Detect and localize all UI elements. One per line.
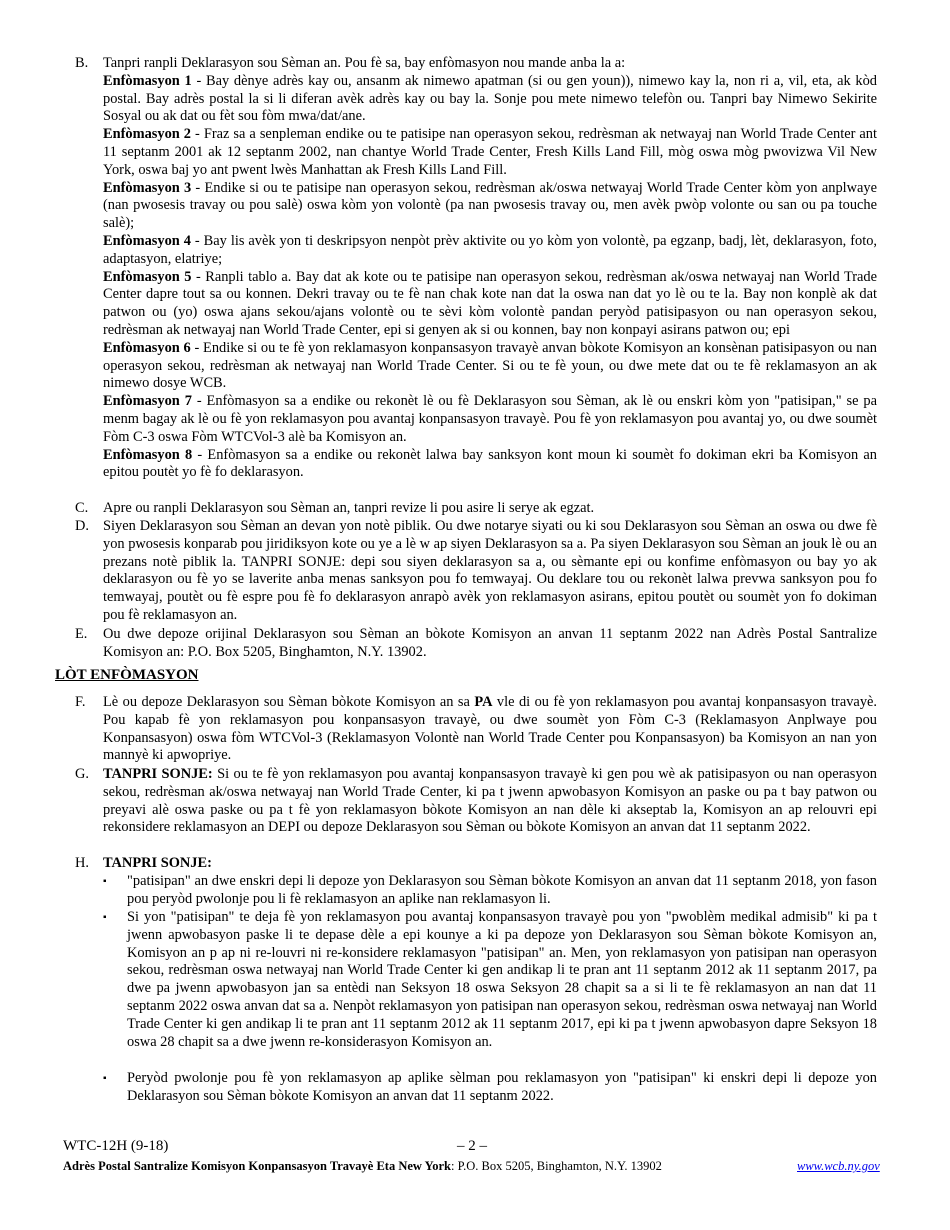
item-letter-d: D. [75, 518, 89, 534]
info-4-text: - Bay lis avèk yon ti deskripsyon nenpòt prèv aktivite ou yo kòm yon volontè, pa egzanp, badj, lèt, deklarasyon, foto, adaptasyon, elatriye; [103, 232, 877, 267]
info-1 [103, 73, 877, 126]
bullet-text-1: "patisipan" an dwe enskri depi li depoze yon Deklarasyon sou Sèman bòkote Komisyon an anvan dat 11 septanm 2018, yon fason pou peryòd pwolonje pou li fè reklamasyon an aplike nan reklamasyon li. [127, 873, 877, 907]
item-f-pre: Lè ou depoze Deklarasyon sou Sèman bòkote Komisyon an sa [103, 694, 475, 710]
info-6-label: Enfòmasyon 6 [103, 339, 191, 356]
bullet-icon: ▪ [103, 912, 107, 923]
info-1-label: Enfòmasyon 1 [103, 72, 192, 89]
item-f-bold: PA [474, 694, 493, 710]
info-3 [103, 180, 877, 233]
info-6 [103, 340, 877, 393]
info-8 [103, 447, 877, 483]
item-letter-c: C. [75, 500, 89, 516]
info-4 [103, 233, 877, 269]
info-5-text: - Ranpli tablo a. Bay dat ak kote ou te patisipe nan operasyon sekou, redrèsman ak/oswa netwayaj nan World Trade Center dapre tout sa ou konnen. Dekri travay ou te fè nan chak kote nan dat la oswa nan dat yo lè ou te la. Bay non konplè ak dat patwon ou (yo) oswa ajans sekou/ajans volontè ou te sèvi kòm volontè pandan peryòd patisipasyon ou nan operasyon sekou, redrèsman ak netwayaj nan World Trade Center, epi si genyen ak si ou konnen, bay non konpayi asirans patwon ou; epi [103, 268, 877, 338]
item-h-bold: TANPRI SONJE: [103, 855, 212, 871]
info-2 [103, 126, 877, 179]
bullet-icon: ▪ [103, 876, 107, 887]
item-letter-f: F. [75, 694, 86, 710]
section-heading-other-info: LÒT ENFÒMASYON [55, 667, 199, 683]
item-f [103, 694, 877, 765]
info-7 [103, 393, 877, 446]
item-g-bold: TANPRI SONJE: [103, 766, 213, 782]
info-1-text: - Bay dènye adrès kay ou, ansanm ak nimewo apatman (si ou gen youn)), nimewo kay la, non ri a, vil, eta, ak kòd postal. Bay adrès postal la si li diferan avèk adrès kay ou bay la. Sonje pou mete nimewo telefòn ou. Tanpri bay Nimewo Sekirite Sosyal ou ak dat ou fèt sou fòm mwa/dat/ane. [103, 72, 878, 125]
form-id: WTC-12H (9-18) [63, 1138, 169, 1154]
bullet-icon: ▪ [103, 1073, 107, 1084]
item-letter-e: E. [75, 626, 88, 642]
info-6-text: - Endike si ou te fè yon reklamasyon konpansasyon travayè anvan bòkote Komisyon an konsènan patisipasyon ou nan operasyon sekou, redrèsman ak netwayaj nan World Trade Center. Si ou te fè youn, ou dwe mete dat ou te fè reklamasyon an ak nimewo dosye WCB. [103, 339, 878, 392]
footer-address-bold: Adrès Postal Santralize Komisyon Konpansasyon Travayè Eta New York [63, 1159, 451, 1173]
info-3-text: - Endike si ou te patisipe nan operasyon sekou, redrèsman ak/oswa netwayaj World Trade Center kòm yon anplwaye (nan pwosesis travay ou pou salè) oswa kòm yon volontè (pa nan pwosesis travay ou, men avèk pwòp volonte ou san ou pa touche salè); [103, 179, 878, 232]
item-letter-g: G. [75, 766, 89, 782]
item-d: Siyen Deklarasyon sou Sèman an devan yon notè piblik. Ou dwe notarye siyati ou ki sou Deklarasyon sou Sèman an oswa ou dwe fè yon pwosesis konparab pou jiridiksyon kote ou ye a lè w ap siyen Deklarasyon sa a. Pa siyen Deklarasyon sou Sèman an jouk lè ou an prezans notè piblik la. TANPRI SONJE: depi sou siyen deklarasyon sa a, ou sèmante epi ou konfime enfòmasyon ou bay yo ak deklarasyon ou fè yo se laverite anba menas sanksyon pou fo temwayaj. Ou deklare tou ou rekonèt lalwa prevwa sanksyon pou fo temwayaj, poutèt ou fè espre pou fè fo deklarasyon anrapò avèk yon reklamasyon asirans, epitou poutèt ou soumèt yon fo dokiman pou fè reklamasyon an. [103, 518, 877, 623]
item-b [103, 55, 877, 482]
item-b-intro: Tanpri ranpli Deklarasyon sou Sèman an. Pou fè sa, bay enfòmasyon nou mande anba la a: [103, 55, 626, 71]
item-h-heading [103, 855, 877, 873]
info-4-label: Enfòmasyon 4 [103, 232, 191, 249]
info-7-label: Enfòmasyon 7 [103, 393, 192, 410]
info-8-text: - Enfòmasyon sa a endike ou rekonèt lalwa bay sanksyon kont moun ki soumèt fo dokiman ekri ba Komisyon an epitou poutèt yo fè fo deklarasyon. [103, 446, 877, 481]
bullet-text-3: Peryòd pwolonje pou fè yon reklamasyon ap aplike sèlman pou reklamasyon yon "patisipan" ki enskri depi li depoze yon Deklarasyon sou Sèman bòkote Komisyon an anvan dat 11 septanm 2022. [127, 1070, 877, 1104]
item-e: Ou dwe depoze orijinal Deklarasyon sou Sèman an bòkote Komisyon an anvan 11 septanm 2022 nan Adrès Postal Santralize Komisyon an: P.O. Box 5205, Binghamton, N.Y. 13902. [103, 626, 877, 660]
info-3-label: Enfòmasyon 3 [103, 179, 192, 196]
website-link[interactable]: www.wcb.ny.gov [797, 1159, 880, 1173]
info-2-text: - Fraz sa a senpleman endike ou te patisipe nan operasyon sekou, redrèsman ak netwayaj nan World Trade Center ant 11 septanm 2001 ak 12 septanm 2002, nan chantye World Trade Center, Fresh Kills Land Fill, mòg oswa mòg pwovizwa Vil New York, oswa baj yo ant pwent lwès Manhattan ak Fresh Kills Land Fill. [103, 126, 877, 178]
bullet-text-2: Si yon "patisipan" te deja fè yon reklamasyon pou avantaj konpansasyon travayè pou yon "pwoblèm medikal admisib" ki pa t jwenn apwobasyon paske li te depase dèle a epi kounye a ki pa depoze yon Deklarasyon sou Sèman bòkote Komisyon an, Komisyon an p ap ni re-louvri ni re-konsidere reklamasyon "patisipan" an. Men, yon reklamasyon yon patisipan nan operasyon sekou, redrèsman oswa netwayaj nan World Trade Center ki gen andikap li te pran ant 11 septanm 2012 ak 11 septanm 2017, pa dwe pa jwenn apwobasyon jan sa entèdi nan Seksyon 18 oswa Seksyon 28 chapit sa a si li te fè reklamasyon an nan dat 11 septanm 2022 oswa anvan dat sa a. Nenpòt reklamasyon yon patisipan nan operasyon sekou, redrèsman oswa netwayaj nan World Trade Center ki gen andikap li te pran ant 11 septanm 2012 ak 11 septanm 2017, epi ki pa t jwenn apwobasyon dapre Seksyon 18 oswa 28 chapit sa a dwe jwenn re-konsiderasyon Komisyon an. [127, 909, 877, 1050]
info-2-label: Enfòmasyon 2 [103, 126, 191, 143]
item-f-post: vle di ou fè yon reklamasyon pou avantaj konpansasyon travayè. Pou kapab fè yon reklamasyon pou konpansasyon travayè, ou dwe soumèt yon Fòm C-3 (Reklamasyon Anplwaye pou Konpansasyon) oswa fòm WTCVol-3 (Reklamasyon Volontè nan World Trade Center pou Konpansasyon) ba Komisyon an nan yon mannyè ki apwopriye. [103, 694, 877, 764]
footer-address [63, 1158, 662, 1176]
info-8-label: Enfòmasyon 8 [103, 446, 193, 463]
item-letter-b: B. [75, 55, 89, 71]
item-letter-h: H. [75, 855, 89, 871]
info-5-label: Enfòmasyon 5 [103, 268, 192, 285]
info-7-text: - Enfòmasyon sa a endike ou rekonèt lè ou fè Deklarasyon sou Sèman, ak lè ou enskri kòm yon "patisipan," se pa menm bagay ak lè ou fè yon reklamasyon pou avantaj konpansasyon travayè. Pou fè yon reklamasyon pou avantaj yo, ou dwe soumèt Fòm C-3 oswa Fòm WTCVol-3 alè ba Komisyon an. [103, 393, 877, 445]
page-number: – 2 – [457, 1138, 487, 1154]
info-5 [103, 269, 877, 340]
item-c: Apre ou ranpli Deklarasyon sou Sèman an, tanpri revize li pou asire li serye ak egzat. [103, 500, 595, 516]
footer-address-rest: : P.O. Box 5205, Binghamton, N.Y. 13902 [450, 1159, 662, 1173]
item-g-text: Si ou te fè yon reklamasyon pou avantaj konpansasyon travayè ki gen pou wè ak patisipasyon ou nan operasyon sekou, redrèsman ak/oswa netwayaj nan World Trade Center, ki pa t jwenn apwobasyon Komisyon an paske ou pa t bay patwon ou preyavi alè oswa paske ou pa t fè yon reklamasyon bòkote Komisyon an nan dèle ki akseptab la, Komisyon an ap relouvri epi rekonsidere reklamasyon an DEPI ou depoze Deklarasyon sou Sèman ou bòkote Komisyon an anvan dat 11 septanm 2022. [103, 766, 877, 836]
item-g [103, 766, 877, 837]
